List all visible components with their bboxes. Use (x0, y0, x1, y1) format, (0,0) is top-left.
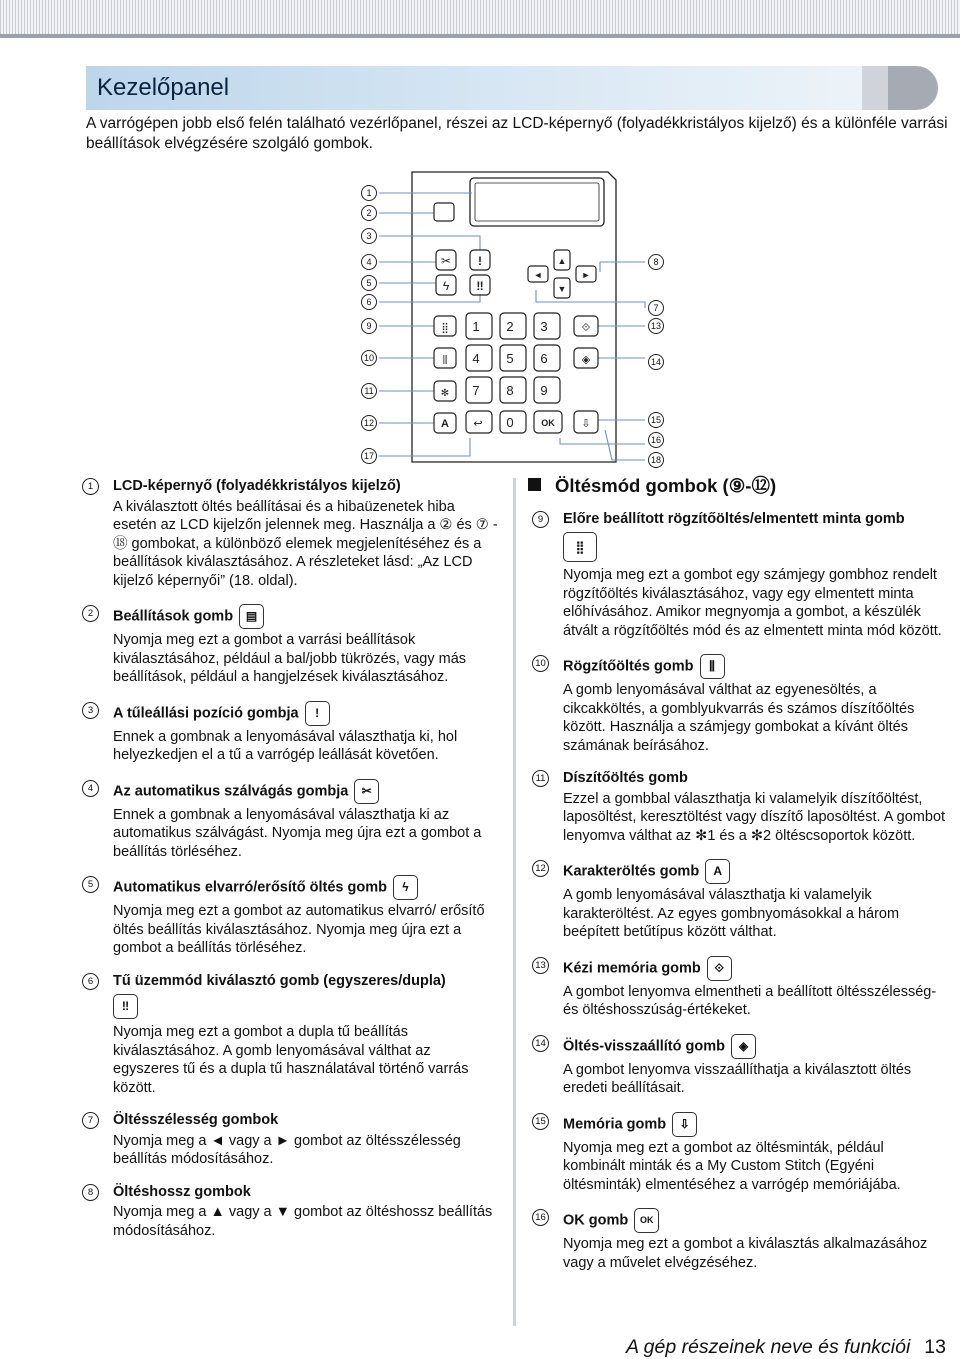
callout-7: 7 (653, 303, 659, 313)
num-key-9: 9 (540, 383, 548, 398)
item-body: Ennek a gombnak a lenyomásával választhatja ki, hol helyezkedjen el a tű a varrógép leállását követően. (113, 728, 458, 763)
item-stitch-length (78, 1183, 498, 1241)
callout-3: 3 (366, 231, 372, 241)
item-lcd (78, 477, 498, 590)
item-number: 7 (82, 1112, 99, 1129)
item-body: Nyomja meg ezt a gombot a varrási beállítások kiválasztásához, például a bal/jobb tükrözés, vagy más beállítások, például a hangjelzések kiválasztásához. (113, 632, 467, 685)
item-number: 6 (82, 973, 99, 990)
callout-18: 18 (650, 455, 662, 465)
item-number: 16 (532, 1209, 549, 1226)
svg-text:!: ! (478, 254, 482, 268)
item-utility-stitch (528, 654, 948, 755)
num-key-0: 0 (506, 415, 514, 430)
callout-13: 13 (650, 321, 662, 331)
item-reinforcement (78, 875, 498, 958)
right-column (528, 477, 948, 1286)
item-title: LCD-képernyő (folyadékkristályos kijelző) (113, 478, 401, 494)
num-key-1: 1 (472, 319, 480, 334)
callout-1: 1 (366, 188, 372, 198)
num-key-6: 6 (540, 351, 548, 366)
item-memory (528, 1112, 948, 1195)
control-panel-diagram (0, 0, 960, 480)
num-key-5: 5 (506, 351, 514, 366)
item-number: 8 (82, 1184, 99, 1201)
item-needle-position (78, 701, 498, 765)
svg-text:ϟ: ϟ (442, 279, 450, 293)
callout-6: 6 (366, 297, 372, 307)
item-stitch-reset (528, 1034, 948, 1098)
svg-text:⫼: ⫼ (442, 355, 448, 366)
ok-icon: OK (634, 1208, 659, 1233)
callout-10: 10 (363, 353, 375, 363)
svg-text:✻: ✻ (440, 388, 450, 399)
item-body: A kiválasztott öltés beállításai és a hibaüzenetek hiba esetén az LCD kijelzőn jelennek meg. Használja a ② és ⑦ - ⑱ gombokat, a különböző elemek megjelenítéséhez és a beállítások kiválasztásához. A részleteket lásd: „Az LCD kijelző képernyői” (18. oldal). (113, 498, 498, 589)
item-number: 14 (532, 1035, 549, 1052)
twin-needle-icon: ‼ (113, 994, 138, 1019)
item-number: 11 (532, 770, 549, 787)
svg-text:▼: ▼ (557, 284, 567, 294)
svg-text:▲: ▲ (557, 256, 567, 266)
item-body: Nyomja meg a ◄ vagy a ► gombot az öltésszélesség beállítás módosításához. (113, 1132, 461, 1167)
item-needle-mode (78, 972, 498, 1098)
item-title: A tűleállási pozíció gombja ! (113, 701, 498, 726)
item-thread-cutter (78, 779, 498, 862)
item-body: Ezzel a gombbal választhatja ki valamelyik díszítőöltést, laposöltést, keresztöltést vagy díszítő laposöltést. A gombot lenyomva válthat az ✻1 és a ✻2 öltéscsoportok között. (563, 790, 946, 844)
item-body: Nyomja meg ezt a gombot az automatikus elvarró/ erősítő öltés beállítás kiválasztásához. Nyomja meg újra ezt a gombot a beállítás törléséhez. (113, 903, 485, 956)
utility-stitch-icon: ⫼ (700, 654, 725, 679)
svg-text:⇩: ⇩ (581, 418, 591, 430)
page-footer (626, 1336, 946, 1359)
character-icon: A (705, 859, 730, 884)
item-body: Nyomja meg ezt a gombot egy számjegy gombhoz rendelt rögzítőöltés kiválasztásához, vagy egy elmentett minta előhívásához. Amikor megnyomja a gombot, a készülék átvált a rögzítőöltés mód és az elmentett minta mód között. (563, 567, 942, 639)
item-title: Előre beállított rögzítőöltés/elmentett minta gomb (563, 510, 905, 527)
item-body: A gombot lenyomva visszaállíthatja a kiválasztott öltés eredeti beállításait. (563, 1061, 912, 1096)
item-body: Nyomja meg ezt a gombot a dupla tű beállítás kiválasztásához. A gomb lenyomásával válthat az egyszeres tű és a dupla tű használatával történő varrás között. (113, 1024, 469, 1096)
num-key-4: 4 (472, 351, 480, 366)
callout-5: 5 (366, 278, 372, 288)
svg-text:►: ► (581, 270, 591, 280)
item-title: Öltés-visszaállító gomb ◈ (563, 1034, 948, 1059)
svg-text:⟐: ⟐ (581, 322, 591, 334)
callout-11: 11 (364, 386, 374, 396)
svg-text:‼: ‼ (476, 279, 484, 293)
num-key-8: 8 (506, 383, 514, 398)
memory-icon: ⇩ (672, 1112, 697, 1137)
item-manual-memory (528, 956, 948, 1020)
item-body: A gomb lenyomásával válthat az egyenesöltés, a cikcakköltés, a gomblyukvarrás és számos díszítőöltés között. Használja a számjegy gombokat a kívánt öltés számának beírásához. (563, 682, 915, 754)
item-title: Automatikus elvarró/erősítő öltés gomb ϟ (113, 875, 498, 900)
item-ok (528, 1208, 948, 1272)
svg-text:↩: ↩ (473, 418, 483, 430)
callout-16: 16 (650, 435, 662, 445)
item-body: A gomb lenyomásával választhatja ki valamelyik karakteröltést. Az egyes gombnyomásokkal a három beépített betűtípus között válthat. (563, 887, 900, 940)
item-number: 10 (532, 655, 549, 672)
num-key-2: 2 (506, 319, 514, 334)
item-title: Kézi memória gomb ⟐ (563, 956, 948, 981)
callout-17: 17 (363, 451, 375, 461)
item-number: 13 (532, 957, 549, 974)
item-title: Díszítőöltés gomb (563, 770, 688, 786)
reset-icon: ◈ (731, 1034, 756, 1059)
footer-text: A gép részeinek neve és funkciói (625, 1336, 911, 1358)
intro-text: A varrógépen jobb első felén található vezérlőpanel, részei az LCD-képernyő (folyadékkristályos kijelző) és a különféle varrási beállítások elvégzésére szolgáló gombok. (86, 115, 948, 152)
callout-14: 14 (650, 357, 662, 367)
section-bullet (528, 478, 541, 491)
item-title: Rögzítőöltés gomb ⫼ (563, 654, 948, 679)
callout-12: 12 (363, 418, 375, 428)
item-settings (78, 604, 498, 687)
preset-grid-icon: ⣿ (563, 532, 597, 562)
item-decorative-stitch (528, 769, 948, 845)
page-title: Kezelőpanel (97, 74, 230, 101)
char-key-label: A (441, 418, 449, 430)
item-body: Nyomja meg a ▲ vagy a ▼ gombot az öltéshossz beállítás módosításához. (113, 1204, 493, 1239)
item-body: Ennek a gombnak a lenyomásával választhatja ki az automatikus szálvágást. Nyomja meg újra ezt a gombot a beállítás törléséhez. (113, 806, 482, 860)
item-body: Nyomja meg ezt a gombot az öltésminták, például kombinált minták és a My Custom Stitch (Egyéni öltésminták) elmentéséhez a varrógép memóriájába. (563, 1139, 901, 1193)
item-title: OK gomb OK (563, 1208, 948, 1233)
callout-8: 8 (653, 257, 659, 267)
item-number: 12 (532, 860, 549, 877)
item-number: 2 (82, 605, 99, 622)
left-column (78, 477, 498, 1254)
item-number: 1 (82, 478, 99, 495)
item-title: Öltésszélesség gombok (113, 1112, 279, 1128)
needle-position-icon: ! (305, 701, 330, 726)
item-body: Nyomja meg ezt a gombot a kiválasztás alkalmazásához vagy a művelet elvégzéséhez. (563, 1236, 928, 1271)
section-heading: Öltésmód gombok (⑨-⑫) (528, 477, 948, 496)
item-stitch-width (78, 1111, 498, 1169)
item-title: Öltéshossz gombok (113, 1183, 251, 1200)
svg-text:✂: ✂ (440, 254, 452, 268)
item-number: 3 (82, 702, 99, 719)
callout-9: 9 (366, 321, 372, 331)
item-title: Beállítások gomb ▤ (113, 604, 498, 629)
item-number: 4 (82, 780, 99, 797)
num-key-3: 3 (540, 319, 548, 334)
item-number: 5 (82, 876, 99, 893)
ok-key-label: OK (541, 418, 555, 428)
item-title: Tű üzemmód kiválasztó gomb (egyszeres/dupla) (113, 972, 446, 989)
item-number: 15 (532, 1113, 549, 1130)
item-body: A gombot lenyomva elmentheti a beállított öltésszélesség- és öltéshosszúság-értékeket. (563, 983, 937, 1018)
callout-15: 15 (650, 415, 662, 425)
item-character-stitch (528, 859, 948, 942)
item-preset-tie-off (528, 510, 948, 641)
callout-4: 4 (366, 257, 372, 267)
callout-2: 2 (366, 208, 372, 218)
item-number: 9 (532, 511, 549, 528)
svg-text:◄: ◄ (533, 270, 543, 280)
column-divider (513, 478, 516, 1326)
settings-icon: ▤ (239, 604, 264, 629)
manual-memory-icon: ⟐ (707, 956, 732, 981)
item-title: Memória gomb ⇩ (563, 1112, 948, 1137)
page-number: 13 (924, 1336, 946, 1358)
svg-text:◈: ◈ (581, 354, 591, 366)
scissors-icon: ✂ (354, 779, 379, 804)
num-key-7: 7 (472, 383, 480, 398)
svg-text:⣿: ⣿ (441, 323, 449, 334)
item-title: Az automatikus szálvágás gombja ✂ (113, 779, 498, 804)
item-title: Karakteröltés gomb A (563, 859, 948, 884)
reinforcement-icon: ϟ (393, 875, 418, 900)
